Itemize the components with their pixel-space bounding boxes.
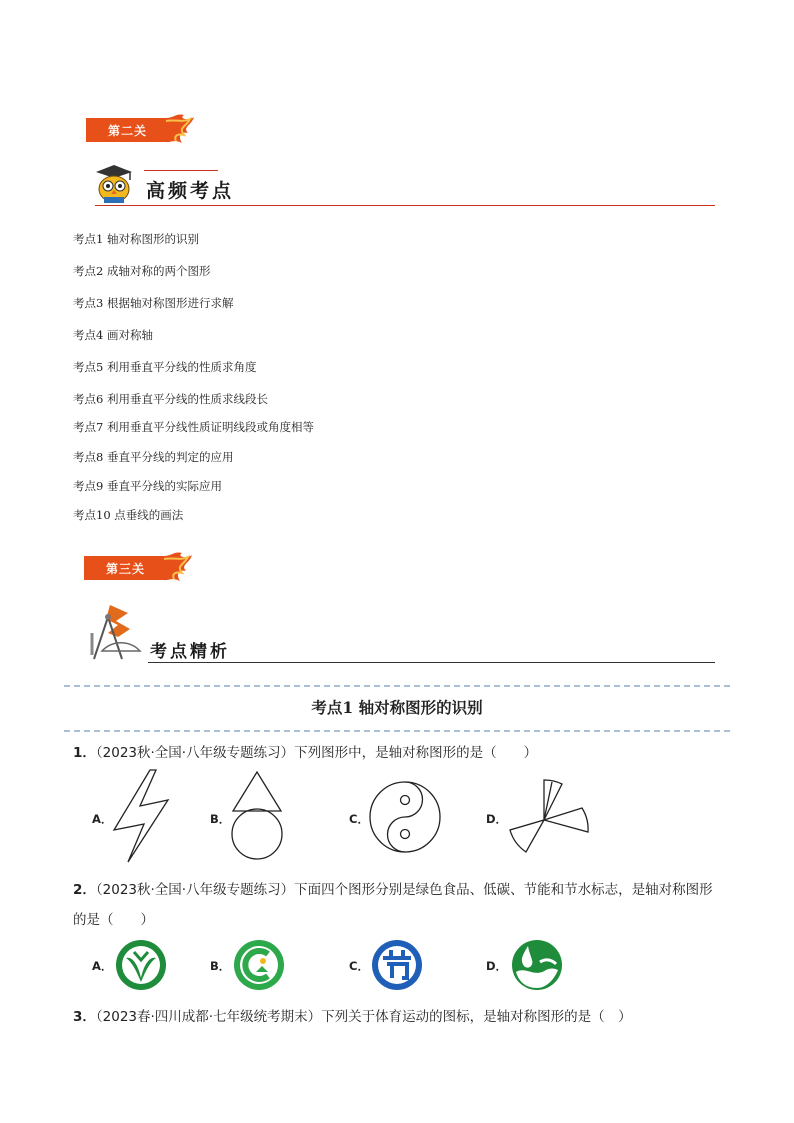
question-number: 3．	[73, 1009, 96, 1025]
banner-label: 第二关	[108, 124, 148, 138]
water-saving-logo-icon	[510, 938, 564, 992]
three-blade-figure	[506, 776, 592, 856]
green-food-logo-icon	[114, 938, 168, 992]
list-item: 考点3 根据轴对称图形进行求解	[73, 296, 234, 310]
option-d-label: D．	[486, 959, 508, 973]
option-b-label: B．	[210, 812, 231, 826]
section-rule	[95, 205, 715, 206]
question-source: （2023秋·全国·八年级专题练习）	[95, 882, 295, 898]
list-item: 考点5 利用垂直平分线的性质求角度	[73, 360, 257, 374]
question-text: 下列关于体育运动的图标，是轴对称图形的是（ ）	[321, 1009, 632, 1025]
question-2-line-2	[73, 908, 154, 928]
list-item: 考点1 轴对称图形的识别	[73, 232, 199, 246]
geometry-tools-icon	[88, 603, 146, 665]
yin-yang-figure	[368, 780, 442, 854]
question-text: 的是（ ）	[73, 912, 154, 928]
section-banner-2	[86, 113, 198, 147]
dashed-divider	[64, 685, 730, 687]
triangle-circle-figure	[228, 770, 286, 862]
list-item: 考点9 垂直平分线的实际应用	[73, 479, 222, 493]
lightning-bolt-figure	[112, 768, 170, 864]
banner-label: 第三关	[106, 562, 146, 576]
list-item: 考点6 利用垂直平分线的性质求线段长	[73, 392, 268, 406]
option-c-label: C．	[349, 812, 369, 826]
owl-mascot-icon	[92, 164, 136, 208]
question-source: （2023春·四川成都·七年级统考期末）	[95, 1009, 322, 1025]
question-text: 下面四个图形分别是绿色食品、低碳、节能和节水标志，是轴对称图形	[294, 882, 713, 898]
list-item: 考点4 画对称轴	[73, 328, 153, 342]
list-item: 考点8 垂直平分线的判定的应用	[73, 450, 234, 464]
section-title-analysis: 考点精析	[150, 642, 230, 662]
title-overline	[144, 170, 218, 171]
section-title-high-frequency: 高频考点	[146, 180, 235, 202]
question-text: 下列图形中，是轴对称图形的是（ ）	[294, 745, 538, 761]
question-2	[73, 878, 713, 898]
option-b-label: B．	[210, 959, 231, 973]
question-3	[73, 1005, 632, 1025]
low-carbon-logo-icon	[232, 938, 286, 992]
question-1	[73, 741, 537, 761]
option-d-label: D．	[486, 812, 508, 826]
option-a-label: A．	[92, 812, 113, 826]
question-number: 1．	[73, 745, 96, 761]
list-item: 考点10 点垂线的画法	[73, 508, 184, 522]
list-item: 考点7 利用垂直平分线性质证明线段或角度相等	[73, 420, 314, 434]
option-a-label: A．	[92, 959, 113, 973]
question-number: 2．	[73, 882, 96, 898]
section-rule	[148, 662, 715, 663]
option-c-label: C．	[349, 959, 369, 973]
list-item: 考点2 成轴对称的两个图形	[73, 264, 211, 278]
question-source: （2023秋·全国·八年级专题练习）	[95, 745, 295, 761]
energy-saving-logo-icon	[370, 938, 424, 992]
kaodian-heading: 考点1 轴对称图形的识别	[311, 698, 483, 717]
section-banner-3	[84, 551, 196, 585]
dashed-divider	[64, 730, 730, 732]
